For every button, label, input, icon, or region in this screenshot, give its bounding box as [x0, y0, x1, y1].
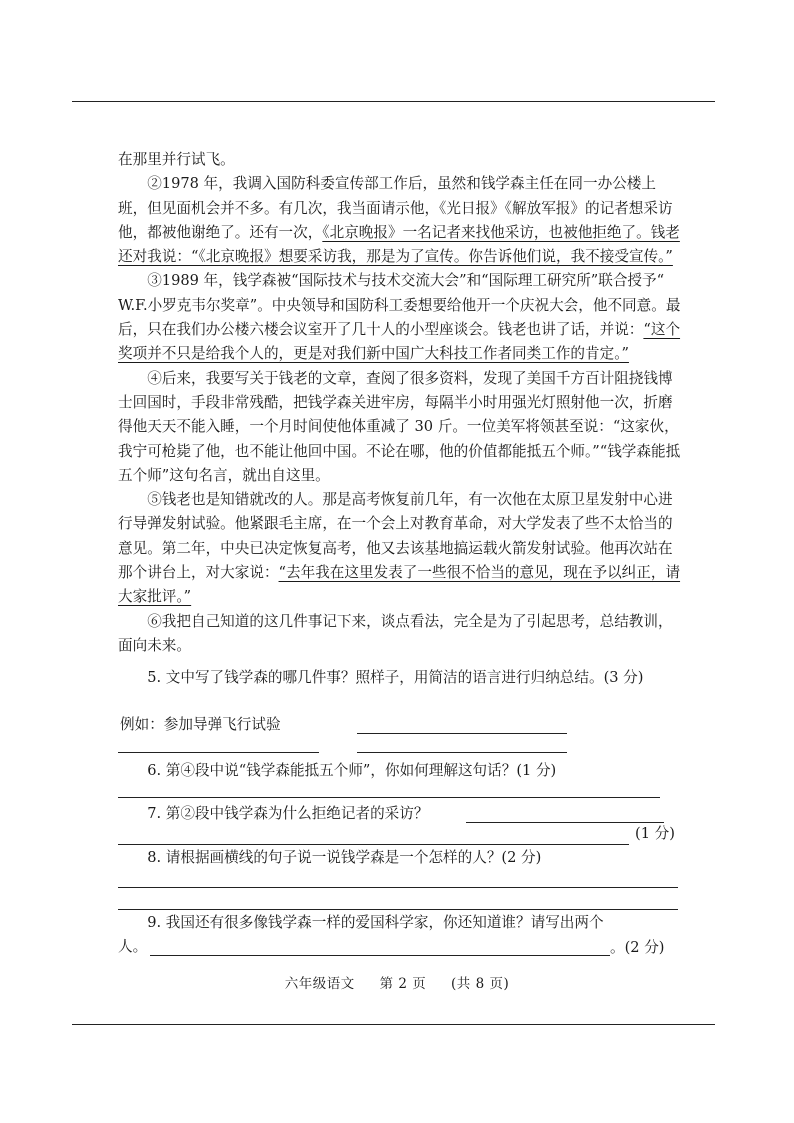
article-passage — [118, 148, 684, 658]
paragraph-lead: 在那里并行试飞。 — [118, 151, 235, 168]
paragraph-4: ④后来，我要写关于钱老的文章，查阅了很多资料，发现了美国千方百计阻挠钱博士回国时，手段非常残酷，把钱学森关进牢房，每隔半小时用强光灯照射他一次，折磨得他天天不能入睡，一个月时间使他体重减了 30 斤。一位美军将领甚至说：“这家伙，我宁可枪毙了他，也不能让他回中国。不论在哪，他的价值都能抵五个师。”“钱学森能抵五个师”这句名言，就出自这里。 — [118, 369, 681, 484]
q7-score: (1 分) — [635, 825, 675, 842]
question-5: 5. 文中写了钱学森的哪几件事？照样子，用简洁的语言进行归纳总结。(3 分) — [147, 669, 644, 686]
q8-answer-line-1[interactable] — [118, 887, 678, 888]
question-5-example: 例如：参加导弹飞行试验 — [120, 716, 281, 733]
paragraph-2-text: ②1978 年，我调入国防科委宣传部工作后，虽然和钱学森主任在同一办公楼上班，但见面机会并不多。有几次，我当面请示他，《光日报》《解放军报》的记者想采访他，都被他谢绝了。还有一次， — [118, 175, 673, 241]
question-9-cont: 人。 — [118, 938, 148, 955]
paragraph-3-underlined: “这个奖项并不只是给我个人的，更是对我们新中国广大科技工作者同类工作的肯定。” — [118, 321, 681, 363]
paragraph-5-underlined: “去年我在这里发表了一些很不恰当的意见，现在予以纠正，请大家批评。” — [118, 564, 681, 606]
q9-answer-line[interactable] — [150, 955, 610, 956]
bottom-rule — [72, 1024, 715, 1025]
q5-answer-line-2[interactable] — [118, 752, 319, 753]
top-rule — [72, 101, 715, 102]
question-9: 9. 我国还有很多像钱学森一样的爱国科学家，你还知道谁？请写出两个 — [147, 914, 604, 931]
paragraph-5 — [118, 488, 684, 609]
question-6: 6. 第④段中说“钱学森能抵五个师”，你如何理解这句话？(1 分) — [147, 762, 557, 779]
q7-answer-line-2[interactable] — [118, 844, 629, 845]
q5-answer-line-3[interactable] — [357, 752, 567, 753]
question-8: 8. 请根据画横线的句子说一说钱学森是一个怎样的人？(2 分) — [147, 849, 542, 866]
paragraph-2-underlined: 《北京晚报》一名记者来找他采访，也被他拒绝了。钱老还对我说：“《北京晚报》想要采访我，那是为了宣传。你告诉他们说，我不接受宣传。” — [118, 223, 680, 266]
footer-page-number: 第 2 页 — [379, 976, 427, 992]
paragraph-2 — [118, 172, 684, 269]
q5-answer-line-1[interactable] — [357, 733, 567, 734]
q8-answer-line-2[interactable] — [118, 909, 678, 910]
footer-grade: 六年级语文 — [284, 976, 355, 992]
footer-total-pages: (共 8 页) — [451, 976, 510, 992]
paragraph-6: ⑥我把自己知道的这几件事记下来，谈点看法，完全是为了引起思考，总结教训，面向未来。 — [118, 612, 673, 654]
page-footer — [0, 972, 794, 992]
q9-score: 。(2 分) — [610, 939, 665, 956]
question-7: 7. 第②段中钱学森为什么拒绝记者的采访？ — [147, 805, 429, 822]
paragraph-5-text: ⑤钱老也是知错就改的人。那是高考恢复前几年，有一次他在太原卫星发射中心进行导弹发射试验。他紧跟毛主席，在一个会上对教育革命，对大学发表了些不太恰当的意见。第二年，中央已决定恢复高考，他又去该基地搞运载火箭发射试验。他再次站在那个讲台上，对大家说： — [118, 491, 673, 582]
paragraph-3 — [118, 269, 684, 366]
q6-answer-line[interactable] — [118, 797, 660, 798]
paragraph-3-text: ③1989 年，钱学森被“国际技术与技术交流大会”和“国际理工研究所”联合授予“ W.F.小罗克韦尔奖章”。中央领导和国防科工委想要给他开一个庆祝大会，他不同意。最后，只在我们办公楼六楼会议室开了几十人的小型座谈会。钱老也讲了话，并说： — [118, 272, 681, 339]
